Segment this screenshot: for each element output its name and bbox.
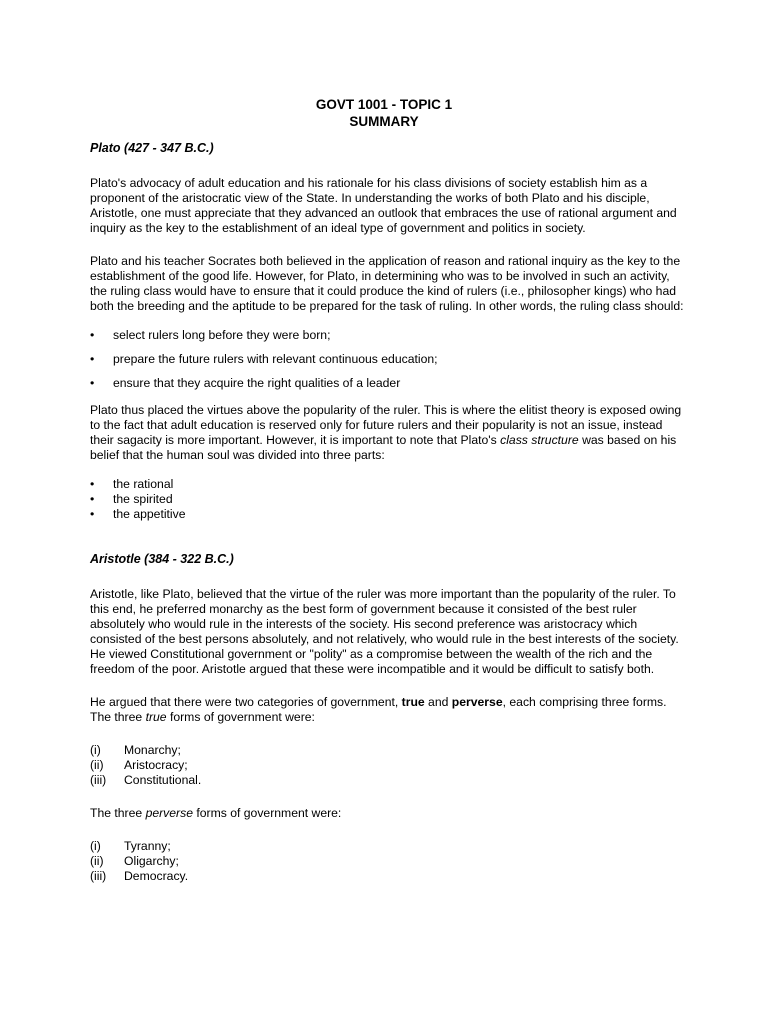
- text-run: and: [424, 695, 452, 709]
- list-item: • the spirited: [90, 492, 688, 507]
- list-number: (ii): [90, 758, 104, 772]
- plato-paragraph-2: Plato and his teacher Socrates both believed in the application of reason and rational inquiry as the key to the establishment of the good life. However, for Plato, in determining who was to be involved in such an activity, the ruling class would have to ensure that it could produce the kind of rulers (i.e., philosopher kings) who had both the breeding and the aptitude to be prepared for the task of ruling. In other words, the ruling class should:: [90, 254, 684, 313]
- list-text: Constitutional.: [124, 773, 202, 787]
- ruling-class-list: [90, 328, 688, 391]
- title-line-2: SUMMARY: [349, 114, 419, 129]
- plato-paragraph-3: [90, 403, 688, 463]
- text-run: He argued that there were two categories of government,: [90, 695, 402, 709]
- soul-parts-list: [90, 477, 688, 522]
- true-italic-emphasis: true: [145, 710, 167, 724]
- list-item: [90, 854, 688, 869]
- document-body: [90, 141, 688, 884]
- plato-paragraph-3-end: was based on his belief that the human soul was divided into three parts:: [90, 433, 677, 462]
- perverse-forms-list: [90, 839, 688, 884]
- true-forms-list: [90, 743, 688, 788]
- title-line-1: GOVT 1001 - TOPIC 1: [315, 97, 453, 112]
- list-item: • the rational: [90, 477, 688, 492]
- list-number: (ii): [90, 854, 104, 868]
- plato-paragraph-1: Plato's advocacy of adult education and his rationale for his class divisions of society establish him as a proponent of the aristocratic view of the State. In understanding the works of both Plato and his disciple, Aristotle, one must appreciate that they advanced an outlook that embraces the use of rational argument and inquiry as the key to the establishment of an ideal type of government and politics in society.: [90, 176, 677, 235]
- list-item: [90, 773, 688, 788]
- text-run: The three: [90, 806, 146, 820]
- list-item: • ensure that they acquire the right qualities of a leader: [90, 376, 688, 391]
- list-number: (i): [90, 839, 101, 853]
- list-text: Monarchy;: [124, 743, 181, 757]
- plato-heading: Plato (427 - 347 B.C.): [90, 141, 214, 155]
- aristotle-paragraph-2: [90, 695, 688, 725]
- list-item: [90, 758, 688, 773]
- true-emphasis: true: [401, 695, 425, 709]
- list-item: • select rulers long before they were born;: [90, 328, 688, 343]
- aristotle-heading: Aristotle (384 - 322 B.C.): [90, 552, 234, 566]
- list-number: (iii): [90, 869, 107, 883]
- aristotle-paragraph-3: [90, 806, 688, 821]
- class-structure-emphasis: class structure: [500, 433, 579, 447]
- list-item: [90, 869, 688, 884]
- list-item: [90, 839, 688, 854]
- text-run: , each comprising three forms. The three: [90, 695, 667, 724]
- list-item: • the appetitive: [90, 507, 688, 522]
- list-item: [90, 743, 688, 758]
- list-text: Oligarchy;: [124, 854, 179, 868]
- list-text: Aristocracy;: [124, 758, 188, 772]
- text-run: forms of government were:: [192, 806, 342, 820]
- perverse-italic-emphasis: perverse: [145, 806, 193, 820]
- perverse-emphasis: perverse: [451, 695, 503, 709]
- plato-paragraph-3-start: Plato thus placed the virtues above the popularity of the ruler. This is where the elitist theory is exposed owing to the fact that adult education is reserved only for future rulers and their popularity is not an issue, instead their sagacity is more important. However, it is important to note that Plato's: [90, 403, 682, 447]
- list-number: (iii): [90, 773, 107, 787]
- document-title: [0, 96, 768, 130]
- list-number: (i): [90, 743, 101, 757]
- list-item: • prepare the future rulers with relevant continuous education;: [90, 352, 688, 367]
- text-run: forms of government were:: [166, 710, 315, 724]
- list-text: Tyranny;: [124, 839, 171, 853]
- list-text: Democracy.: [124, 869, 189, 883]
- aristotle-paragraph-1: Aristotle, like Plato, believed that the virtue of the ruler was more important than the popularity of the ruler. To this end, he preferred monarchy as the best form of government because it consisted of the best ruler absolutely who would rule in the interests of the society. His second preference was aristocracy which consisted of the best persons absolutely, and not relatively, who would rule in the best interests of the society. He viewed Constitutional government or "polity" as a compromise between the wealth of the rich and the freedom of the poor. Aristotle argued that these were incompatible and it would be difficult to satisfy both.: [90, 587, 679, 676]
